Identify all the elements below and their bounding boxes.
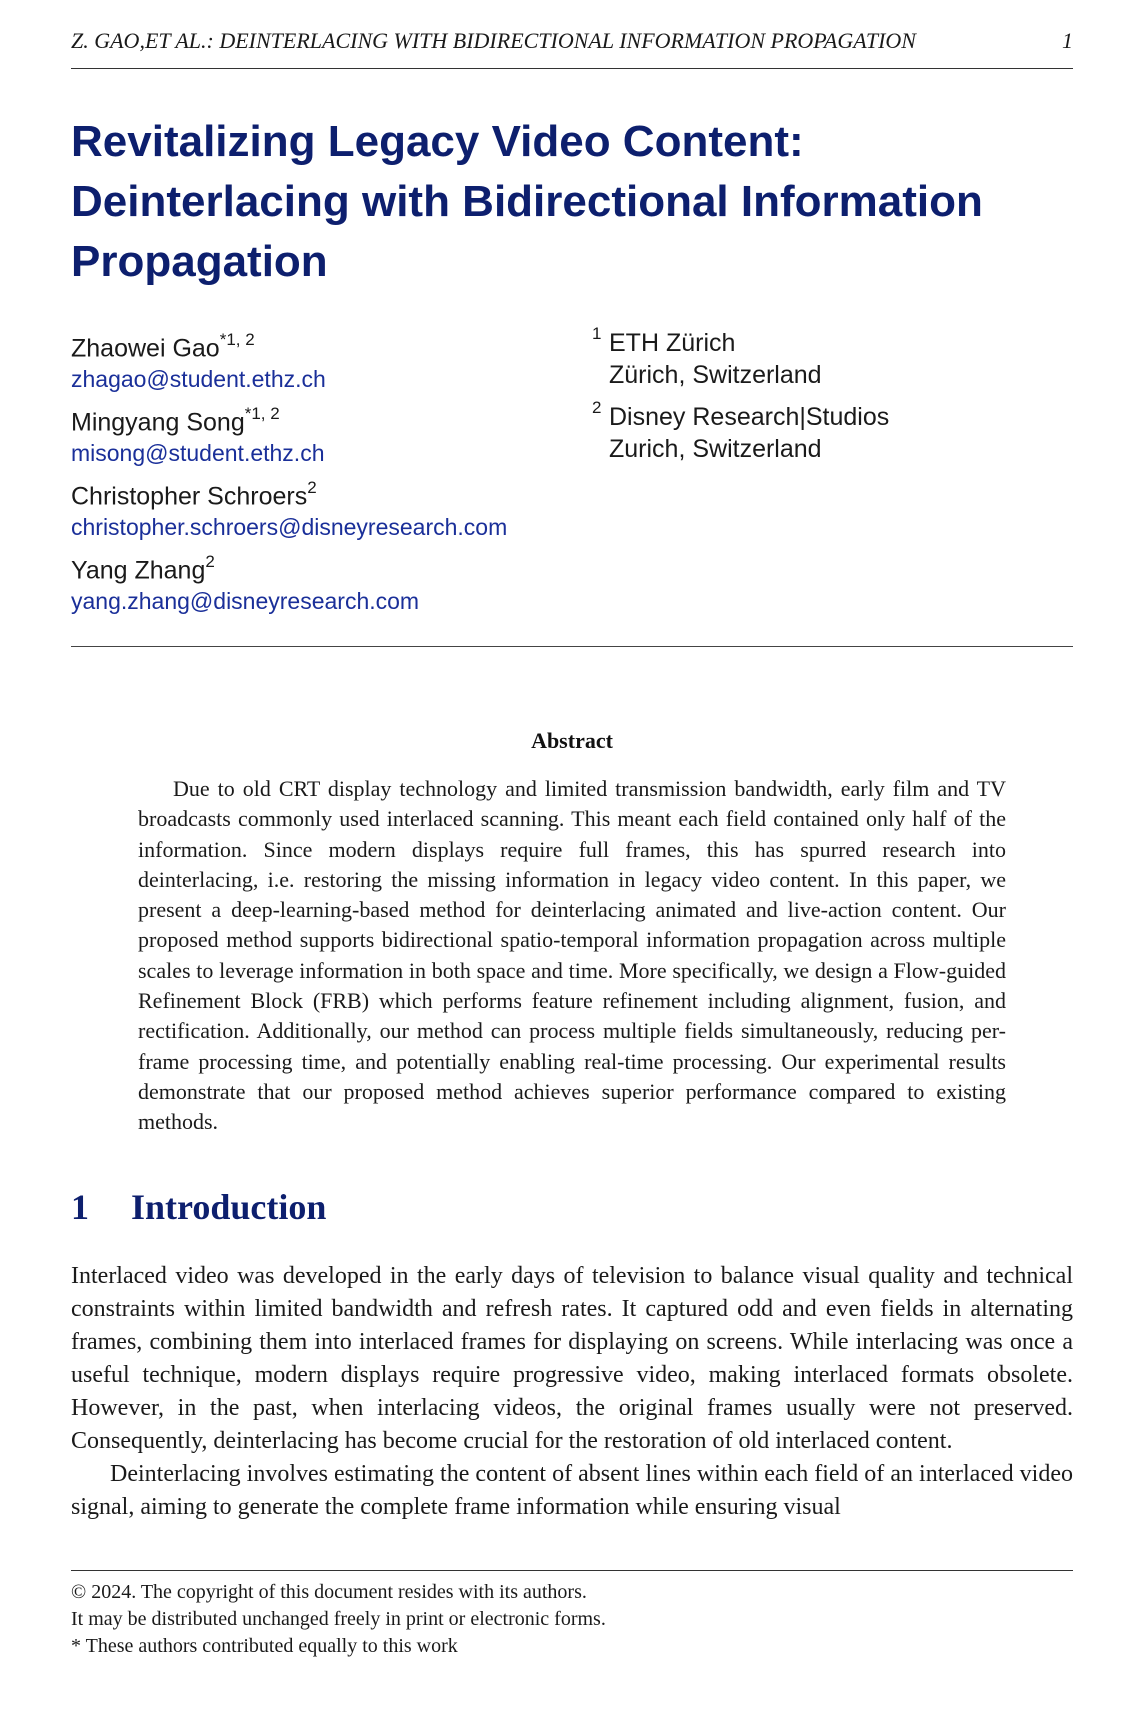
author-block <box>71 549 591 623</box>
author-email-link[interactable]: christopher.schroers@disneyresearch.com <box>71 514 508 541</box>
author-affiliation-mark: 2 <box>307 478 317 497</box>
author-name: Zhaowei Gao$^{*1, 2}$ <box>71 330 255 363</box>
body-paragraph: Deinterlacing involves estimating the content of absent lines within each field of an interlaced video signal, aiming to generate the complete frame information while ensuring visual <box>71 1461 1073 1520</box>
affiliation-list <box>592 324 1072 475</box>
author-block <box>71 327 591 401</box>
page-number: 1 <box>1062 28 1073 53</box>
affiliation-number: 2 <box>592 398 602 417</box>
copyright-note: © 2024. The copyright of this document resides with its authors. <box>71 1581 587 1603</box>
affiliation <box>592 324 1072 401</box>
author-email-link[interactable]: yang.zhang@disneyresearch.com <box>71 588 420 615</box>
distribution-note: It may be distributed unchanged freely in print or electronic forms. <box>71 1608 606 1630</box>
author-divider <box>71 646 1073 647</box>
author-name: Christopher Schroers$^2$ <box>71 478 317 511</box>
introduction-body <box>71 1260 1073 1524</box>
paper-title <box>71 112 1081 292</box>
affiliation-institution: ETH Zürich <box>609 329 736 357</box>
title-line: Propagation <box>71 237 328 286</box>
affiliation-location: Zurich, Switzerland <box>609 435 822 463</box>
section-number: 1 <box>71 1187 89 1227</box>
equal-contribution-note: * These authors contributed equally to this work <box>71 1635 458 1657</box>
author-block <box>71 475 591 549</box>
abstract-text: Due to old CRT display technology and limited transmission bandwidth, early film and TV broadcasts commonly used interlaced scanning. This meant each field contained only half of the information. Since modern displays require full frames, this has spurred research into deinterlacing, i.e. restoring the missing information in legacy video content. In this paper, we present a deep-learning-based method for deinterlacing animated and live-action content. Our proposed method supports bidirectional spatio-temporal information propagation across multiple scales to leverage information in both space and time. More specifically, we design a Flow-guided Refinement Block (FRB) which performs feature refinement including alignment, fusion, and rectification. Additionally, our method can process multiple fields simultaneously, reducing per-frame processing time, and potentially enabling real-time processing. Our experimental results demonstrate that our proposed method achieves superior performance compared to existing methods. <box>138 776 1006 1135</box>
title-line: Revitalizing Legacy Video Content: <box>71 117 804 166</box>
section-heading-introduction <box>71 1186 326 1228</box>
footnotes <box>71 1579 1073 1660</box>
affiliation-location: Zürich, Switzerland <box>609 361 822 389</box>
running-header-text: Z. GAO,ET AL.: DEINTERLACING WITH BIDIRECTIONAL INFORMATION PROPAGATION <box>71 28 916 53</box>
author-affiliation-mark: 2 <box>205 552 215 571</box>
author-email-link[interactable]: zhagao@student.ethz.ch <box>71 366 326 393</box>
section-title: Introduction <box>131 1187 327 1227</box>
footnote-divider <box>71 1570 1073 1571</box>
author-affiliation-mark: *1, 2 <box>244 404 280 423</box>
author-block <box>71 401 591 475</box>
header-divider <box>71 68 1073 69</box>
abstract-heading: Abstract <box>531 728 613 753</box>
author-email-link[interactable]: misong@student.ethz.ch <box>71 440 325 467</box>
running-header <box>71 28 1073 54</box>
affiliation <box>592 398 1072 475</box>
affiliation-number: 1 <box>592 324 602 343</box>
body-paragraph: Interlaced video was developed in the early days of television to balance visual quality and technical constraints within limited bandwidth and refresh rates. It captured odd and even fields in alternating frames, combining them into interlaced frames for displaying on screens. While interlacing was once a useful technique, modern displays require progressive video, making interlaced formats obsolete. However, in the past, when interlacing videos, the original frames usually were not preserved. Consequently, deinterlacing has become crucial for the restoration of old interlaced content. <box>71 1263 1073 1454</box>
author-affiliation-mark: *1, 2 <box>219 330 255 349</box>
author-name: Mingyang Song$^{*1, 2}$ <box>71 404 280 437</box>
author-list <box>71 327 591 623</box>
author-name: Yang Zhang$^2$ <box>71 552 215 585</box>
title-line: Deinterlacing with Bidirectional Information <box>71 177 983 226</box>
affiliation-institution: Disney Research|Studios <box>609 403 890 431</box>
